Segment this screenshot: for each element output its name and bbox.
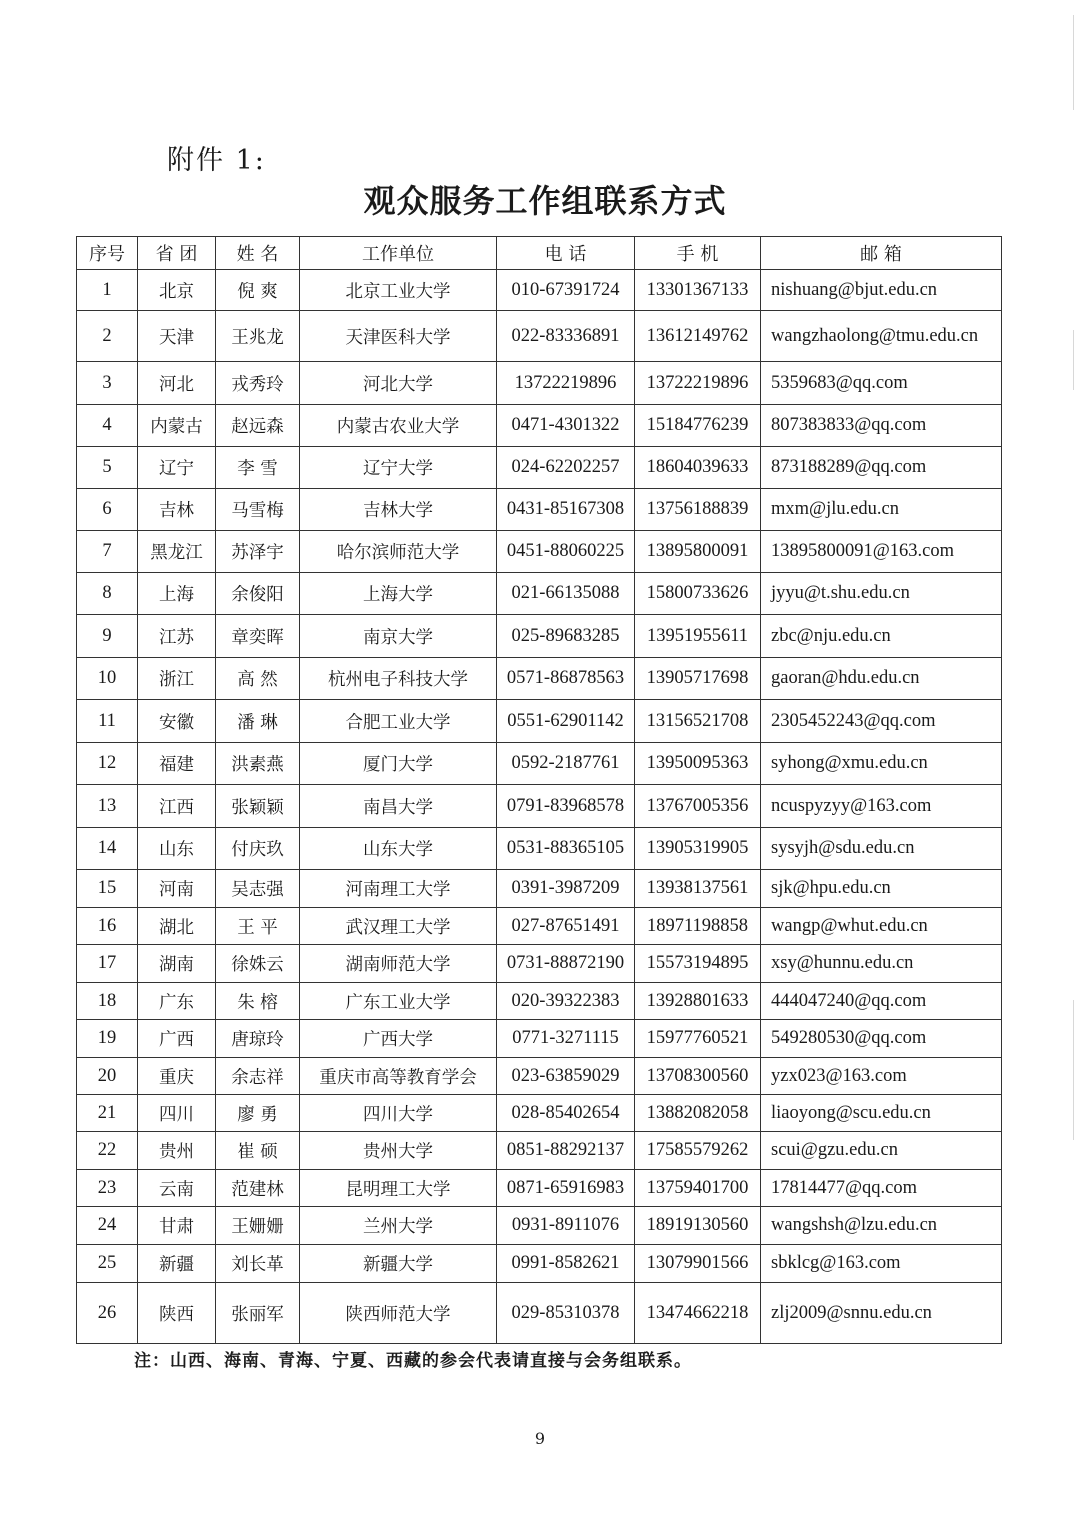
cell-seq: 16: [77, 908, 138, 945]
cell-seq: 15: [77, 870, 138, 908]
table-row: [77, 1132, 1002, 1170]
cell-seq: 17: [77, 945, 138, 983]
cell-seq: 10: [77, 658, 138, 700]
table-row: [77, 573, 1002, 615]
table-row: [77, 1207, 1002, 1245]
cell-email: zbc@nju.edu.cn: [761, 615, 1002, 658]
cell-phone: 0531-88365105: [497, 828, 635, 870]
cell-email: jyyu@t.shu.edu.cn: [761, 573, 1002, 615]
cell-province: 云南: [138, 1170, 216, 1207]
cell-mobile: 15573194895: [635, 945, 761, 983]
table-row: [77, 362, 1002, 405]
cell-seq: 11: [77, 700, 138, 743]
cell-unit: 昆明理工大学: [300, 1170, 497, 1207]
cell-email: syhong@xmu.edu.cn: [761, 743, 1002, 785]
scan-edge-mark: [1073, 15, 1074, 110]
cell-seq: 12: [77, 743, 138, 785]
cell-phone: 0391-3987209: [497, 870, 635, 908]
cell-seq: 13: [77, 785, 138, 828]
cell-unit: 北京工业大学: [300, 270, 497, 311]
cell-email: 13895800091@163.com: [761, 531, 1002, 573]
cell-mobile: 13951955611: [635, 615, 761, 658]
cell-name: 王 平: [216, 908, 300, 945]
cell-mobile: 15184776239: [635, 405, 761, 447]
cell-email: 2305452243@qq.com: [761, 700, 1002, 743]
cell-email: 873188289@qq.com: [761, 447, 1002, 489]
cell-phone: 0871-65916983: [497, 1170, 635, 1207]
cell-name: 余志祥: [216, 1058, 300, 1095]
cell-mobile: 13079901566: [635, 1245, 761, 1283]
cell-mobile: 13612149762: [635, 311, 761, 362]
cell-unit: 河北大学: [300, 362, 497, 405]
cell-province: 甘肃: [138, 1207, 216, 1245]
cell-email: sjk@hpu.edu.cn: [761, 870, 1002, 908]
cell-seq: 3: [77, 362, 138, 405]
cell-email: sbklcg@163.com: [761, 1245, 1002, 1283]
cell-seq: 14: [77, 828, 138, 870]
cell-phone: 024-62202257: [497, 447, 635, 489]
cell-province: 黑龙江: [138, 531, 216, 573]
cell-seq: 22: [77, 1132, 138, 1170]
table-row: [77, 828, 1002, 870]
table-row: [77, 447, 1002, 489]
cell-province: 广西: [138, 1020, 216, 1058]
table-row: [77, 983, 1002, 1020]
cell-province: 安徽: [138, 700, 216, 743]
cell-province: 河北: [138, 362, 216, 405]
contact-table: [76, 236, 1002, 1344]
cell-province: 浙江: [138, 658, 216, 700]
cell-name: 张颖颖: [216, 785, 300, 828]
cell-mobile: 13708300560: [635, 1058, 761, 1095]
cell-phone: 010-67391724: [497, 270, 635, 311]
table-row: [77, 1170, 1002, 1207]
cell-unit: 南昌大学: [300, 785, 497, 828]
cell-seq: 25: [77, 1245, 138, 1283]
cell-seq: 7: [77, 531, 138, 573]
table-row: [77, 908, 1002, 945]
cell-seq: 4: [77, 405, 138, 447]
table-row: [77, 945, 1002, 983]
header-email: 邮 箱: [761, 237, 1002, 270]
cell-name: 高 然: [216, 658, 300, 700]
cell-phone: 025-89683285: [497, 615, 635, 658]
cell-unit: 贵州大学: [300, 1132, 497, 1170]
cell-seq: 5: [77, 447, 138, 489]
cell-mobile: 13895800091: [635, 531, 761, 573]
cell-phone: 0451-88060225: [497, 531, 635, 573]
cell-name: 付庆玖: [216, 828, 300, 870]
cell-name: 戎秀玲: [216, 362, 300, 405]
cell-phone: 0771-3271115: [497, 1020, 635, 1058]
cell-seq: 21: [77, 1095, 138, 1132]
cell-name: 朱 榕: [216, 983, 300, 1020]
cell-phone: 0471-4301322: [497, 405, 635, 447]
cell-email: wangp@whut.edu.cn: [761, 908, 1002, 945]
cell-name: 潘 琳: [216, 700, 300, 743]
cell-seq: 2: [77, 311, 138, 362]
cell-province: 广东: [138, 983, 216, 1020]
table-row: [77, 700, 1002, 743]
page-title: 观众服务工作组联系方式: [363, 182, 727, 220]
cell-unit: 厦门大学: [300, 743, 497, 785]
attachment-label: 附件 1:: [167, 145, 266, 176]
table-row: [77, 489, 1002, 531]
cell-mobile: 18919130560: [635, 1207, 761, 1245]
cell-email: 549280530@qq.com: [761, 1020, 1002, 1058]
header-phone: 电 话: [497, 237, 635, 270]
cell-name: 张丽军: [216, 1283, 300, 1344]
table-row: [77, 870, 1002, 908]
table-header-row: [77, 237, 1002, 270]
cell-email: nishuang@bjut.edu.cn: [761, 270, 1002, 311]
cell-mobile: 17585579262: [635, 1132, 761, 1170]
cell-phone: 0731-88872190: [497, 945, 635, 983]
cell-email: xsy@hunnu.edu.cn: [761, 945, 1002, 983]
cell-province: 福建: [138, 743, 216, 785]
cell-unit: 广西大学: [300, 1020, 497, 1058]
cell-email: mxm@jlu.edu.cn: [761, 489, 1002, 531]
table-row: [77, 743, 1002, 785]
scan-edge-mark: [1073, 1000, 1074, 1140]
cell-name: 洪素燕: [216, 743, 300, 785]
cell-unit: 上海大学: [300, 573, 497, 615]
cell-seq: 18: [77, 983, 138, 1020]
cell-phone: 021-66135088: [497, 573, 635, 615]
page-number: 9: [534, 1429, 546, 1448]
table-row: [77, 658, 1002, 700]
cell-phone: 023-63859029: [497, 1058, 635, 1095]
cell-unit: 四川大学: [300, 1095, 497, 1132]
cell-email: gaoran@hdu.edu.cn: [761, 658, 1002, 700]
header-mobile: 手 机: [635, 237, 761, 270]
cell-name: 章奕晖: [216, 615, 300, 658]
cell-name: 吴志强: [216, 870, 300, 908]
cell-province: 湖南: [138, 945, 216, 983]
cell-phone: 027-87651491: [497, 908, 635, 945]
table-row: [77, 1245, 1002, 1283]
table-row: [77, 531, 1002, 573]
cell-province: 陕西: [138, 1283, 216, 1344]
cell-mobile: 13767005356: [635, 785, 761, 828]
cell-seq: 23: [77, 1170, 138, 1207]
cell-phone: 13722219896: [497, 362, 635, 405]
table-row: [77, 1283, 1002, 1344]
cell-phone: 0431-85167308: [497, 489, 635, 531]
cell-mobile: 18604039633: [635, 447, 761, 489]
cell-name: 刘长革: [216, 1245, 300, 1283]
cell-province: 四川: [138, 1095, 216, 1132]
cell-name: 唐琼玲: [216, 1020, 300, 1058]
cell-province: 湖北: [138, 908, 216, 945]
cell-mobile: 13905717698: [635, 658, 761, 700]
cell-phone: 0551-62901142: [497, 700, 635, 743]
cell-province: 北京: [138, 270, 216, 311]
cell-mobile: 13938137561: [635, 870, 761, 908]
header-seq: 序号: [77, 237, 138, 270]
cell-phone: 022-83336891: [497, 311, 635, 362]
cell-mobile: 13156521708: [635, 700, 761, 743]
table-row: [77, 1020, 1002, 1058]
header-unit: 工作单位: [300, 237, 497, 270]
cell-mobile: 13301367133: [635, 270, 761, 311]
cell-email: yzx023@163.com: [761, 1058, 1002, 1095]
table-row: [77, 311, 1002, 362]
cell-email: wangshsh@lzu.edu.cn: [761, 1207, 1002, 1245]
cell-seq: 8: [77, 573, 138, 615]
cell-phone: 0592-2187761: [497, 743, 635, 785]
cell-unit: 哈尔滨师范大学: [300, 531, 497, 573]
cell-province: 河南: [138, 870, 216, 908]
cell-seq: 19: [77, 1020, 138, 1058]
cell-name: 范建林: [216, 1170, 300, 1207]
cell-unit: 内蒙古农业大学: [300, 405, 497, 447]
cell-name: 王姗姗: [216, 1207, 300, 1245]
cell-province: 新疆: [138, 1245, 216, 1283]
cell-seq: 24: [77, 1207, 138, 1245]
cell-phone: 029-85310378: [497, 1283, 635, 1344]
cell-name: 马雪梅: [216, 489, 300, 531]
cell-seq: 1: [77, 270, 138, 311]
cell-phone: 028-85402654: [497, 1095, 635, 1132]
cell-seq: 9: [77, 615, 138, 658]
cell-unit: 陕西师范大学: [300, 1283, 497, 1344]
cell-name: 崔 硕: [216, 1132, 300, 1170]
cell-unit: 重庆市高等教育学会: [300, 1058, 497, 1095]
cell-unit: 山东大学: [300, 828, 497, 870]
cell-name: 王兆龙: [216, 311, 300, 362]
cell-unit: 合肥工业大学: [300, 700, 497, 743]
cell-province: 内蒙古: [138, 405, 216, 447]
cell-mobile: 15800733626: [635, 573, 761, 615]
cell-name: 廖 勇: [216, 1095, 300, 1132]
header-name: 姓 名: [216, 237, 300, 270]
cell-mobile: 13882082058: [635, 1095, 761, 1132]
cell-province: 辽宁: [138, 447, 216, 489]
cell-unit: 兰州大学: [300, 1207, 497, 1245]
cell-mobile: 13722219896: [635, 362, 761, 405]
cell-province: 江苏: [138, 615, 216, 658]
cell-email: scui@gzu.edu.cn: [761, 1132, 1002, 1170]
cell-province: 贵州: [138, 1132, 216, 1170]
cell-province: 重庆: [138, 1058, 216, 1095]
cell-name: 倪 爽: [216, 270, 300, 311]
cell-name: 苏泽宇: [216, 531, 300, 573]
cell-province: 天津: [138, 311, 216, 362]
cell-unit: 天津医科大学: [300, 311, 497, 362]
cell-unit: 杭州电子科技大学: [300, 658, 497, 700]
cell-seq: 20: [77, 1058, 138, 1095]
cell-email: sysyjh@sdu.edu.cn: [761, 828, 1002, 870]
cell-mobile: 13756188839: [635, 489, 761, 531]
table-row: [77, 1095, 1002, 1132]
cell-mobile: 18971198858: [635, 908, 761, 945]
cell-seq: 6: [77, 489, 138, 531]
cell-phone: 0791-83968578: [497, 785, 635, 828]
cell-email: 17814477@qq.com: [761, 1170, 1002, 1207]
cell-phone: 020-39322383: [497, 983, 635, 1020]
cell-province: 山东: [138, 828, 216, 870]
cell-unit: 湖南师范大学: [300, 945, 497, 983]
cell-mobile: 13905319905: [635, 828, 761, 870]
scan-edge-mark: [1073, 330, 1074, 390]
table-row: [77, 785, 1002, 828]
cell-email: wangzhaolong@tmu.edu.cn: [761, 311, 1002, 362]
table-row: [77, 615, 1002, 658]
cell-name: 赵远森: [216, 405, 300, 447]
cell-email: 5359683@qq.com: [761, 362, 1002, 405]
footnote: 注：山西、海南、青海、宁夏、西藏的参会代表请直接与会务组联系。: [134, 1351, 692, 1371]
cell-phone: 0571-86878563: [497, 658, 635, 700]
cell-province: 吉林: [138, 489, 216, 531]
cell-phone: 0851-88292137: [497, 1132, 635, 1170]
cell-unit: 新疆大学: [300, 1245, 497, 1283]
table-row: [77, 270, 1002, 311]
cell-province: 江西: [138, 785, 216, 828]
cell-unit: 武汉理工大学: [300, 908, 497, 945]
cell-email: zlj2009@snnu.edu.cn: [761, 1283, 1002, 1344]
cell-mobile: 13474662218: [635, 1283, 761, 1344]
cell-province: 上海: [138, 573, 216, 615]
cell-phone: 0931-8911076: [497, 1207, 635, 1245]
cell-name: 徐姝云: [216, 945, 300, 983]
header-province: 省 团: [138, 237, 216, 270]
table-body: [77, 270, 1002, 1344]
cell-mobile: 13759401700: [635, 1170, 761, 1207]
cell-phone: 0991-8582621: [497, 1245, 635, 1283]
cell-unit: 南京大学: [300, 615, 497, 658]
table-row: [77, 405, 1002, 447]
cell-unit: 吉林大学: [300, 489, 497, 531]
cell-seq: 26: [77, 1283, 138, 1344]
cell-unit: 河南理工大学: [300, 870, 497, 908]
cell-name: 余俊阳: [216, 573, 300, 615]
cell-email: liaoyong@scu.edu.cn: [761, 1095, 1002, 1132]
table-row: [77, 1058, 1002, 1095]
cell-name: 李 雪: [216, 447, 300, 489]
cell-mobile: 15977760521: [635, 1020, 761, 1058]
cell-unit: 辽宁大学: [300, 447, 497, 489]
cell-email: 444047240@qq.com: [761, 983, 1002, 1020]
cell-mobile: 13950095363: [635, 743, 761, 785]
cell-email: ncuspyzyy@163.com: [761, 785, 1002, 828]
cell-email: 807383833@qq.com: [761, 405, 1002, 447]
cell-unit: 广东工业大学: [300, 983, 497, 1020]
cell-mobile: 13928801633: [635, 983, 761, 1020]
